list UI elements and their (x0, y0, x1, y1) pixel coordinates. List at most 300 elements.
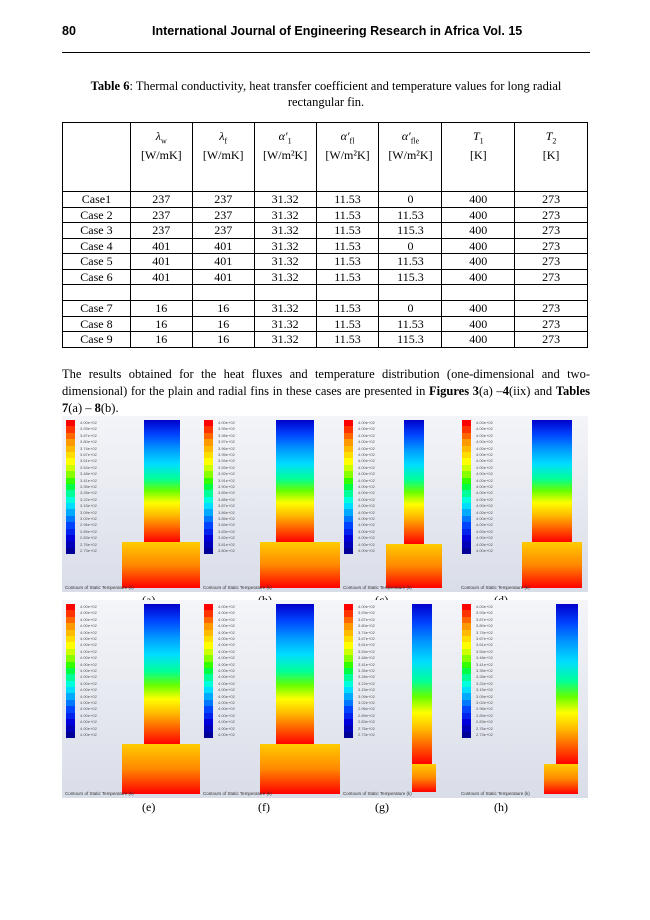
legend-label: 4.00e+02 (80, 655, 97, 661)
fin-shape (276, 420, 314, 542)
legend-label: 3.96e+02 (218, 445, 235, 451)
legend-label: 4.00e+02 (358, 535, 375, 541)
header-subscript: fle (410, 136, 420, 146)
legend-label: 3.02e+02 (358, 700, 375, 705)
value-cell: 273 (515, 269, 588, 285)
legend-label: 4.00e+02 (476, 516, 493, 521)
contour-caption: Contours of Static Temperature (k) (461, 585, 530, 590)
header-unit: [W/m²K] (388, 148, 433, 163)
legend-label: 3.22e+02 (476, 680, 493, 686)
value-cell: 31.32 (254, 301, 316, 317)
legend-label: 3.67e+02 (358, 636, 375, 641)
fin-base (386, 544, 442, 588)
table-caption (70, 78, 582, 110)
subfigure-label: (h) (494, 800, 508, 814)
legend-label: 4.00e+02 (476, 464, 493, 470)
legend-label: 4.00e+02 (476, 426, 493, 432)
fin-shape (144, 604, 180, 744)
legend-label: 4.00e+02 (358, 484, 375, 489)
fin-shape (144, 420, 180, 542)
legend-label: 2.76e+02 (476, 725, 493, 731)
spacer-cell (515, 285, 588, 301)
value-cell: 31.32 (254, 332, 316, 348)
legend-label: 4.00e+02 (358, 426, 375, 432)
contour-caption: Contours of Static Temperature (k) (203, 791, 272, 796)
legend-swatch (204, 732, 213, 738)
legend-label: 3.09e+02 (476, 693, 493, 699)
legend-label: 4.00e+02 (218, 648, 235, 654)
spacer-cell (379, 285, 442, 301)
value-cell: 11.53 (316, 269, 379, 285)
legend-label: 4.00e+02 (218, 661, 235, 667)
legend-label: 2.89e+02 (476, 712, 493, 718)
table-row (63, 301, 588, 317)
value-cell: 115.3 (379, 269, 442, 285)
legend-label: 4.00e+02 (218, 655, 235, 661)
legend-label: 3.02e+02 (80, 516, 97, 521)
case-label-cell: Case 7 (63, 301, 131, 317)
legend-label: 4.00e+02 (358, 432, 375, 438)
legend-label: 4.00e+02 (80, 712, 97, 718)
case-label-cell: Case 4 (63, 238, 131, 254)
value-cell: 0 (379, 238, 442, 254)
para-text-2: (a) – (478, 384, 503, 398)
legend-label: 3.61e+02 (80, 458, 97, 464)
fin-shape (532, 420, 572, 542)
legend-label: 4.00e+02 (358, 452, 375, 457)
legend-label: 3.87e+02 (476, 616, 493, 622)
legend-swatch (344, 732, 353, 738)
spacer-cell (192, 285, 254, 301)
value-cell: 400 (442, 207, 515, 223)
legend-label: 4.00e+02 (476, 503, 493, 509)
legend-label: 3.28e+02 (80, 490, 97, 496)
value-cell: 16 (192, 316, 254, 332)
legend-label: 4.00e+02 (358, 604, 375, 609)
legend-label: 3.99e+02 (218, 426, 235, 432)
value-cell: 273 (515, 238, 588, 254)
legend-label: 3.41e+02 (358, 661, 375, 667)
legend-label: 3.48e+02 (80, 471, 97, 477)
header-cell-0 (130, 123, 192, 192)
legend-label: 3.35e+02 (476, 668, 493, 673)
legend-label: 3.09e+02 (358, 693, 375, 699)
fin-shape (276, 604, 314, 744)
legend-label: 3.35e+02 (358, 668, 375, 673)
legend-label: 3.93e+02 (218, 464, 235, 470)
body-paragraph (62, 366, 590, 417)
legend-label: 4.00e+02 (218, 629, 235, 635)
header-symbol: α′ (278, 129, 288, 143)
header-cell-5 (442, 123, 515, 192)
legend-label: 4.00e+02 (80, 732, 97, 737)
header-symbol: α′ (340, 129, 350, 143)
legend-label: 4.00e+02 (218, 700, 235, 705)
header-unit: [K] (469, 148, 487, 163)
legend-label: 3.15e+02 (476, 687, 493, 693)
case-label-cell: Case 8 (63, 316, 131, 332)
value-cell: 400 (442, 316, 515, 332)
legend-label: 4.00e+02 (80, 616, 97, 622)
header-subscript: 1 (479, 136, 484, 146)
fin-base (522, 542, 582, 588)
legend-label: 4.00e+02 (358, 445, 375, 451)
color-legend (344, 420, 375, 554)
value-cell: 11.53 (316, 332, 379, 348)
legend-label: 3.54e+02 (80, 464, 97, 470)
legend-label: 4.00e+02 (218, 616, 235, 622)
legend-label: 4.00e+02 (80, 680, 97, 686)
legend-label: 3.61e+02 (358, 642, 375, 648)
header-unit: [W/mK] (202, 148, 244, 163)
case-label-cell: Case 9 (63, 332, 131, 348)
table-row (63, 332, 588, 348)
legend-label: 3.15e+02 (80, 503, 97, 509)
legend-label: 4.00e+02 (80, 700, 97, 705)
header-subscript: w (160, 136, 167, 146)
value-cell: 273 (515, 316, 588, 332)
legend-label: 4.00e+02 (358, 503, 375, 509)
value-cell: 31.32 (254, 269, 316, 285)
legend-label: 4.00e+02 (358, 522, 375, 528)
case-label-cell: Case 2 (63, 207, 131, 223)
table-row (63, 207, 588, 223)
value-cell: 16 (192, 332, 254, 348)
fin-base (260, 744, 340, 794)
legend-label: 3.74e+02 (476, 629, 493, 635)
color-legend (462, 420, 493, 554)
legend-label: 4.00e+02 (476, 432, 493, 438)
fin-base (122, 744, 200, 794)
legend-label: 3.80e+02 (358, 623, 375, 629)
legend-label: 3.81e+02 (218, 541, 235, 547)
fin-base (412, 764, 436, 792)
legend-label: 3.80e+02 (80, 439, 97, 445)
value-cell: 273 (515, 192, 588, 208)
para-text-4: (a) – (68, 401, 95, 415)
fin-base (122, 542, 200, 588)
legend-label: 4.00e+02 (80, 648, 97, 654)
value-cell: 401 (130, 254, 192, 270)
legend-swatch (462, 732, 471, 738)
legend-label: 3.97e+02 (218, 439, 235, 445)
legend-label: 4.00e+02 (476, 477, 493, 483)
legend-label: 3.67e+02 (80, 452, 97, 457)
table-body (63, 192, 588, 348)
fin-base (544, 764, 578, 794)
legend-label: 2.76e+02 (358, 725, 375, 731)
legend-label: 2.73e+02 (80, 548, 97, 553)
spacer-cell (63, 285, 131, 301)
legend-label: 4.00e+02 (218, 674, 235, 680)
para-text-3: (iix) and (508, 384, 556, 398)
legend-label: 4.00e+02 (358, 490, 375, 496)
legend-label: 4.00e+02 (358, 471, 375, 477)
legend-label: 4.00e+02 (476, 420, 493, 425)
legend-swatch (344, 548, 353, 554)
legend-label: 3.48e+02 (358, 655, 375, 661)
contour-caption: Contours of Static Temperature (k) (65, 585, 134, 590)
header-cell-empty (63, 123, 131, 192)
contour-caption: Contours of Static Temperature (k) (461, 791, 530, 796)
legend-label: 3.92e+02 (218, 471, 235, 477)
legend-label: 3.09e+02 (80, 509, 97, 515)
case-label-cell: Case 3 (63, 223, 131, 239)
legend-swatch (66, 732, 75, 738)
legend-label: 3.82e+02 (218, 535, 235, 541)
legend-label: 3.88e+02 (218, 496, 235, 502)
fin-shape (412, 604, 432, 764)
para-figure-ref-2: 4 (502, 384, 509, 398)
legend-label: 3.48e+02 (476, 655, 493, 661)
legend-label: 3.83e+02 (218, 528, 235, 534)
legend-label: 4.00e+02 (358, 439, 375, 445)
legend-label: 3.84e+02 (218, 522, 235, 528)
legend-label: 4.00e+02 (476, 484, 493, 489)
legend-label: 4.00e+02 (218, 668, 235, 673)
legend-label: 3.15e+02 (358, 687, 375, 693)
subfigure-label: (g) (375, 800, 389, 814)
value-cell: 31.32 (254, 192, 316, 208)
value-cell: 16 (192, 301, 254, 317)
legend-label: 4.00e+02 (80, 719, 97, 725)
legend-label: 3.85e+02 (218, 516, 235, 521)
value-cell: 11.53 (316, 192, 379, 208)
legend-label: 4.00e+02 (358, 541, 375, 547)
legend-label: 4.00e+02 (218, 706, 235, 712)
header-subscript: 2 (552, 136, 557, 146)
value-cell: 273 (515, 223, 588, 239)
legend-label: 4.00e+02 (218, 687, 235, 693)
header-unit: [W/mK] (140, 148, 182, 163)
color-legend (204, 420, 235, 554)
legend-label: 4.00e+02 (218, 642, 235, 648)
para-figure-ref: Figures 3 (429, 384, 479, 398)
temperature-contour-panel (200, 416, 340, 592)
para-table-ref: Tables 7 (62, 384, 591, 415)
legend-label: 2.96e+02 (80, 522, 97, 528)
legend-label: 4.00e+02 (80, 604, 97, 609)
header-cell-1 (192, 123, 254, 192)
spacer-cell (254, 285, 316, 301)
value-cell: 401 (130, 238, 192, 254)
legend-label: 3.22e+02 (80, 496, 97, 502)
value-cell: 401 (130, 269, 192, 285)
table-caption-text: : Thermal conductivity, heat transfer coefficient and temperature values for long radial rectangular fin. (129, 79, 562, 109)
para-text-5: (b). (100, 401, 119, 415)
header-unit: [W/m²K] (325, 148, 370, 163)
color-legend (66, 604, 97, 738)
value-cell: 273 (515, 332, 588, 348)
legend-label: 4.00e+02 (218, 636, 235, 641)
legend-label: 3.35e+02 (80, 484, 97, 489)
legend-label: 2.96e+02 (476, 706, 493, 712)
legend-label: 4.00e+02 (80, 610, 97, 616)
header-symbol: T (472, 129, 480, 143)
para-table-ref-2: 8 (94, 401, 101, 415)
value-cell: 11.53 (316, 316, 379, 332)
legend-label: 4.00e+02 (476, 490, 493, 496)
para-text-1: The results obtained for the heat fluxes and temperature distribution (one-dimensional and two-dimensional) for the plain and radial fins in these cases are presented in (62, 367, 590, 398)
fin-base (260, 542, 340, 588)
legend-label: 2.89e+02 (80, 528, 97, 534)
value-cell: 11.53 (379, 254, 442, 270)
legend-swatch (204, 548, 213, 554)
legend-label: 4.00e+02 (80, 661, 97, 667)
value-cell: 400 (442, 254, 515, 270)
legend-label: 3.54e+02 (358, 648, 375, 654)
header-rule (62, 52, 590, 53)
temperature-contour-panel (458, 416, 588, 592)
temperature-contour-panel (340, 600, 458, 798)
legend-label: 4.00e+02 (80, 623, 97, 629)
header-subscript: f (224, 136, 228, 146)
legend-label: 4.00e+02 (218, 610, 235, 616)
legend-label: 3.93e+02 (80, 426, 97, 432)
journal-title: International Journal of Engineering Research in Africa Vol. 15 (152, 24, 523, 38)
header-cell-4 (379, 123, 442, 192)
legend-label: 4.00e+02 (476, 535, 493, 541)
legend-label: 3.41e+02 (476, 661, 493, 667)
value-cell: 237 (192, 192, 254, 208)
value-cell: 11.53 (316, 301, 379, 317)
legend-label: 4.00e+02 (476, 452, 493, 457)
table-row (63, 316, 588, 332)
value-cell: 237 (130, 223, 192, 239)
legend-label: 3.54e+02 (476, 648, 493, 654)
value-cell: 0 (379, 301, 442, 317)
value-cell: 115.3 (379, 223, 442, 239)
table-row (63, 192, 588, 208)
legend-label: 4.00e+02 (80, 420, 97, 425)
legend-label: 3.74e+02 (358, 629, 375, 635)
legend-label: 4.00e+02 (476, 439, 493, 445)
value-cell: 31.32 (254, 254, 316, 270)
temperature-contour-panel (340, 416, 458, 592)
value-cell: 16 (130, 316, 192, 332)
contour-caption: Contours of Static Temperature (k) (343, 585, 412, 590)
value-cell: 401 (192, 238, 254, 254)
legend-label: 4.00e+02 (218, 732, 235, 737)
legend-label: 3.74e+02 (80, 445, 97, 451)
legend-label: 4.00e+02 (358, 509, 375, 515)
table-caption-label: Table 6 (90, 79, 130, 93)
color-legend (66, 420, 97, 554)
value-cell: 401 (192, 269, 254, 285)
temperature-contour-panel (458, 600, 588, 798)
case-label-cell: Case1 (63, 192, 131, 208)
table-row (63, 223, 588, 239)
legend-label: 4.00e+02 (476, 471, 493, 477)
legend-label: 4.00e+02 (80, 642, 97, 648)
temperature-contour-panel (62, 416, 200, 592)
value-cell: 237 (130, 192, 192, 208)
legend-label: 3.41e+02 (80, 477, 97, 483)
header-subscript: 1 (287, 136, 292, 146)
value-cell: 31.32 (254, 223, 316, 239)
legend-label: 3.87e+02 (218, 503, 235, 509)
legend-label: 2.73e+02 (476, 732, 493, 737)
value-cell: 115.3 (379, 332, 442, 348)
legend-label: 3.80e+02 (476, 623, 493, 629)
subfigure-label: (f) (258, 800, 270, 814)
legend-label: 4.00e+02 (476, 604, 493, 609)
legend-label: 3.86e+02 (218, 509, 235, 515)
legend-label: 3.95e+02 (218, 452, 235, 457)
value-cell: 400 (442, 192, 515, 208)
data-table (62, 122, 588, 348)
legend-label: 4.00e+02 (218, 420, 235, 425)
contour-caption: Contours of Static Temperature (k) (343, 791, 412, 796)
legend-label: 4.00e+02 (218, 719, 235, 725)
value-cell: 11.53 (379, 316, 442, 332)
legend-label: 3.02e+02 (476, 700, 493, 705)
value-cell: 237 (130, 207, 192, 223)
value-cell: 11.53 (379, 207, 442, 223)
legend-label: 4.00e+02 (358, 548, 375, 553)
subfigure-label: (e) (142, 800, 156, 814)
legend-label: 4.00e+02 (476, 458, 493, 464)
legend-label: 4.00e+02 (80, 674, 97, 680)
header-cell-3 (316, 123, 379, 192)
legend-label: 4.00e+02 (80, 687, 97, 693)
legend-label: 3.87e+02 (358, 616, 375, 622)
legend-label: 4.00e+02 (80, 636, 97, 641)
legend-label: 4.00e+02 (358, 464, 375, 470)
header-cell-6 (515, 123, 588, 192)
value-cell: 401 (192, 254, 254, 270)
color-legend (344, 604, 375, 738)
legend-label: 3.87e+02 (80, 432, 97, 438)
legend-label: 3.28e+02 (358, 674, 375, 680)
table-row (63, 238, 588, 254)
legend-label: 4.00e+02 (476, 509, 493, 515)
value-cell: 16 (130, 301, 192, 317)
legend-label: 2.76e+02 (80, 541, 97, 547)
legend-label: 2.83e+02 (476, 719, 493, 725)
legend-label: 4.00e+02 (218, 693, 235, 699)
legend-label: 3.90e+02 (218, 484, 235, 489)
header-unit: [W/m²K] (262, 148, 308, 163)
header-symbol: λ (219, 129, 225, 143)
legend-label: 4.00e+02 (218, 604, 235, 609)
spacer-cell (130, 285, 192, 301)
case-label-cell: Case 6 (63, 269, 131, 285)
value-cell: 400 (442, 223, 515, 239)
legend-label: 2.83e+02 (358, 719, 375, 725)
legend-label: 4.00e+02 (218, 725, 235, 731)
legend-label: 3.22e+02 (358, 680, 375, 686)
running-header (62, 24, 590, 44)
value-cell: 400 (442, 269, 515, 285)
value-cell: 273 (515, 207, 588, 223)
legend-label: 3.94e+02 (218, 458, 235, 464)
legend-label: 3.93e+02 (476, 610, 493, 616)
spacer-cell (442, 285, 515, 301)
legend-label: 4.00e+02 (218, 680, 235, 686)
legend-label: 2.73e+02 (358, 732, 375, 737)
table-row (63, 254, 588, 270)
value-cell: 237 (192, 223, 254, 239)
legend-label: 3.67e+02 (476, 636, 493, 641)
legend-label: 4.00e+02 (358, 420, 375, 425)
legend-label: 4.00e+02 (218, 712, 235, 718)
header-unit: [K] (542, 148, 560, 163)
legend-label: 4.00e+02 (476, 522, 493, 528)
value-cell: 31.32 (254, 316, 316, 332)
spacer-row (63, 285, 588, 301)
value-cell: 11.53 (316, 207, 379, 223)
